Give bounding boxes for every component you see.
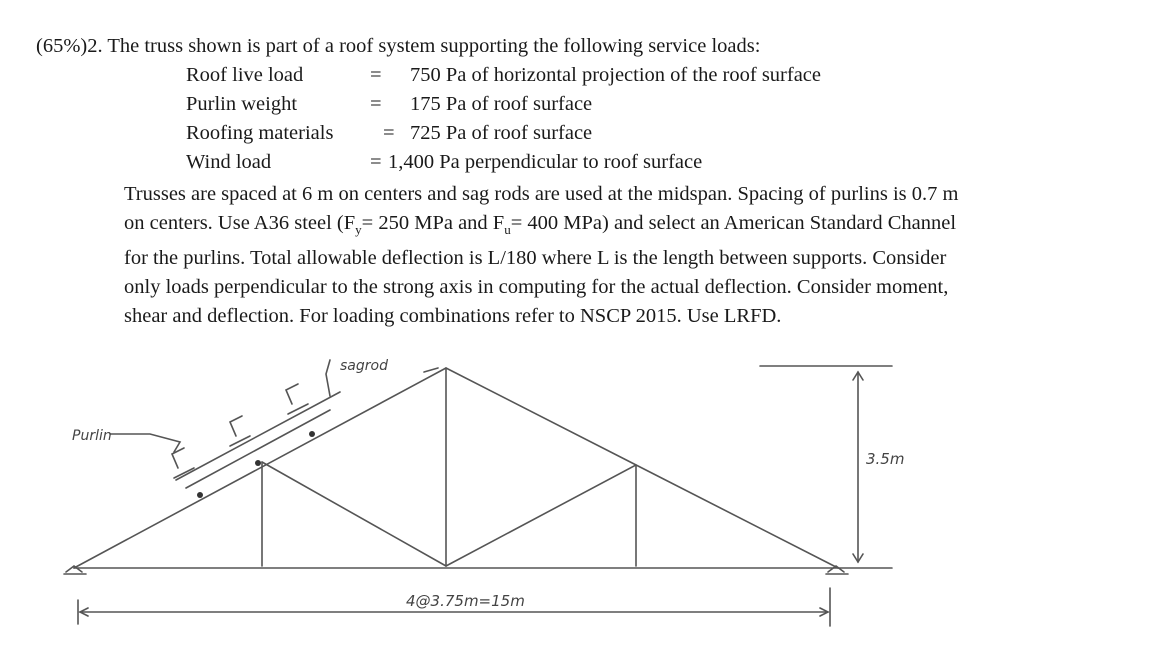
load-eq: = <box>370 93 382 115</box>
load-eq: = <box>370 151 382 173</box>
paragraph-line: shear and deflection. For loading combinations refer to NSCP 2015. Use LRFD. <box>124 305 782 328</box>
load-value-roof-live: 750 Pa of horizontal projection of the roof surface <box>410 64 822 86</box>
load-label-wind: Wind load <box>186 151 272 173</box>
purlin-label: Purlin <box>72 428 112 444</box>
purlin-mark <box>286 384 308 414</box>
sagrod-leader <box>326 360 330 396</box>
sagrod-label: sagrod <box>340 358 388 374</box>
purlin-mark <box>172 448 194 478</box>
height-label: 3.5m <box>866 450 905 468</box>
sagrod-line <box>186 410 330 488</box>
load-label-roofing-materials: Roofing materials <box>186 122 334 144</box>
top-chord-left <box>74 368 446 568</box>
top-chord-right <box>446 368 838 568</box>
paragraph-line: Trusses are spaced at 6 m on centers and sag rods are used at the midspan. Spacing of purlins is 0.7 m <box>124 183 959 205</box>
load-value-roofing-materials: 725 Pa of roof surface <box>410 122 593 144</box>
sagrod-line <box>176 392 340 480</box>
paragraph-line: only loads perpendicular to the strong axis in computing for the actual deflection. Consider moment, <box>124 276 949 299</box>
purlin-blocks <box>197 431 315 498</box>
load-eq: = <box>370 64 382 86</box>
span-label: 4@3.75m=15m <box>406 592 525 610</box>
truss-diagonal <box>262 462 446 566</box>
paragraph-line: on centers. Use A36 steel ($F_y= 250$ MPa and $F_u= 400$ MPa) and select an American Standard Channel <box>124 212 957 238</box>
problem-header: (65%)2. The truss shown is part of a roof system supporting the following service loads: <box>36 35 761 57</box>
apex-tick <box>424 368 438 372</box>
truss-diagonal <box>446 465 636 566</box>
paragraph-line: for the purlins. Total allowable deflection is L/180 where L is the length between supports. Consider <box>124 247 947 270</box>
load-value-wind: 1,400 Pa perpendicular to roof surface <box>388 151 703 173</box>
load-eq: = <box>383 122 395 144</box>
load-label-purlin-weight: Purlin weight <box>186 93 298 115</box>
load-label-roof-live: Roof live load <box>186 64 304 86</box>
load-value-purlin-weight: 175 Pa of roof surface <box>410 93 593 115</box>
purlin-leader <box>110 434 180 452</box>
